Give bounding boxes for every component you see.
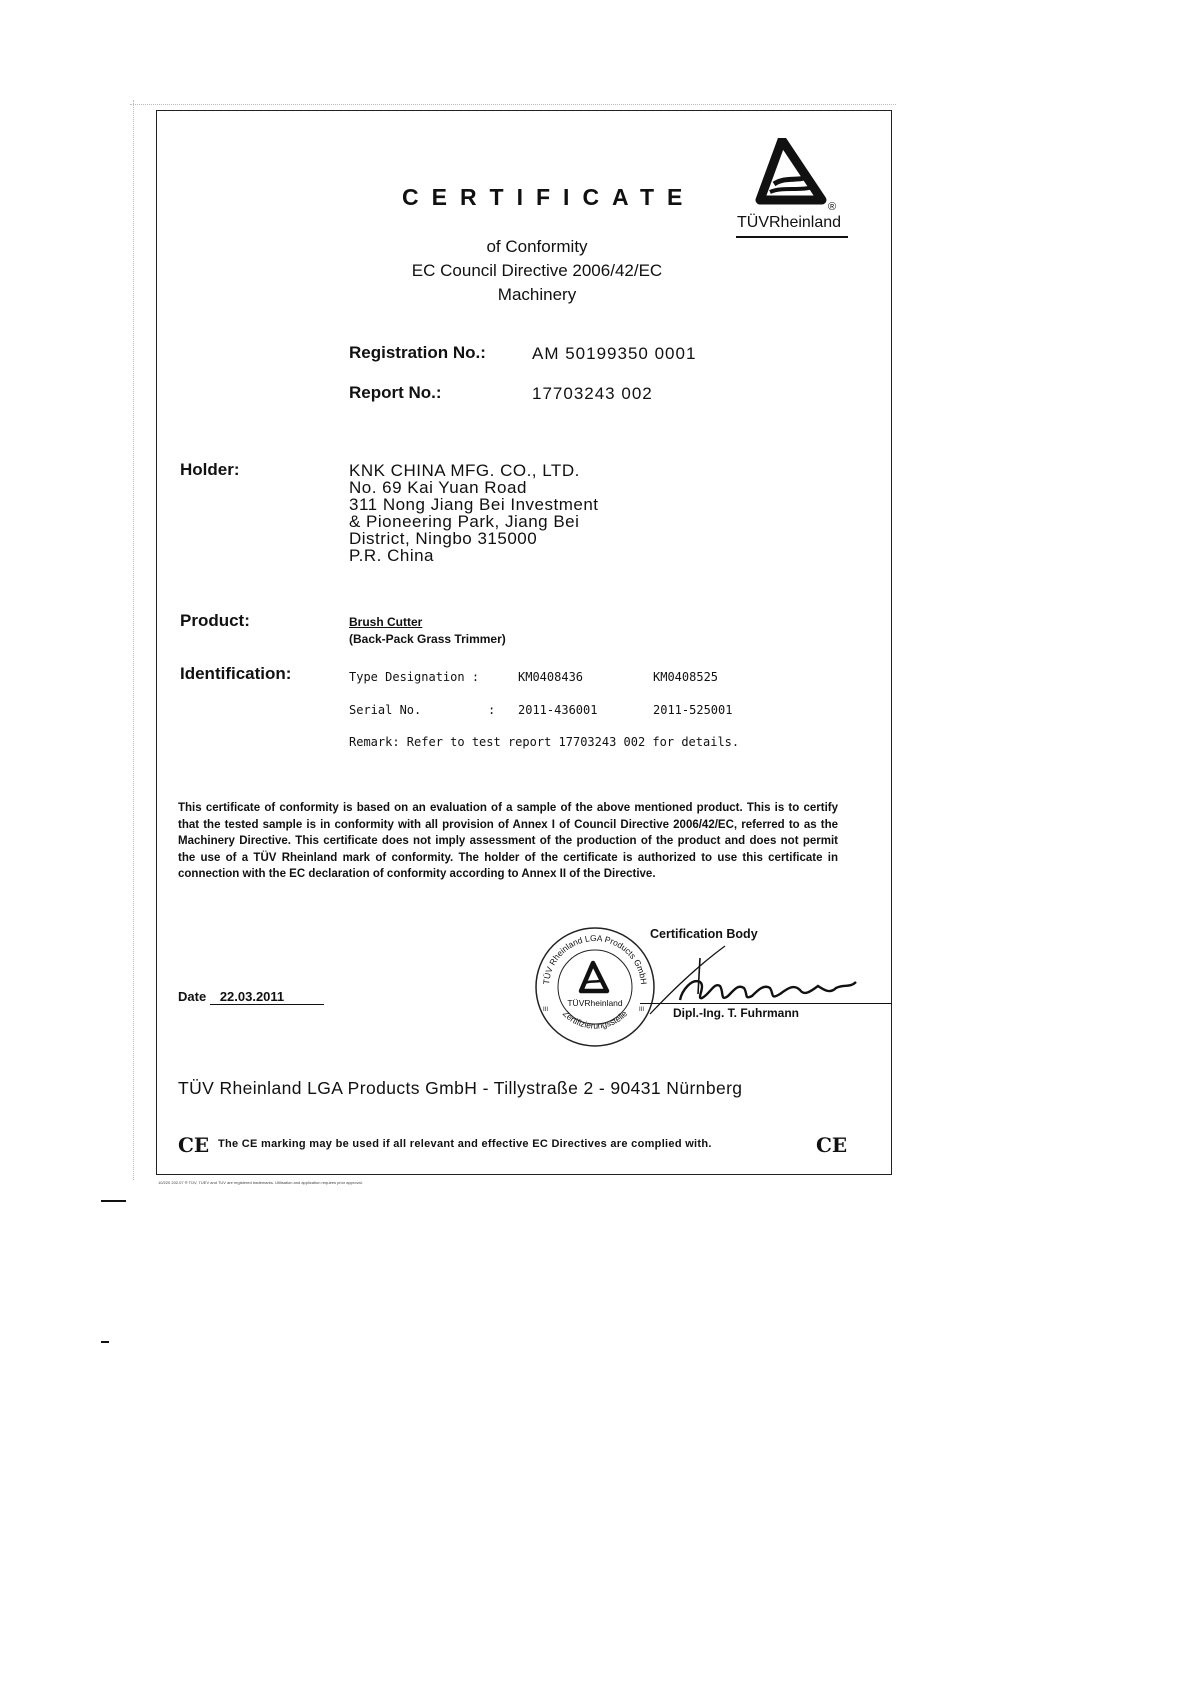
serial-number-1: 2011-436001 — [518, 703, 598, 717]
date-label: Date — [178, 989, 207, 1004]
type-designation-1: KM0408436 — [518, 670, 584, 684]
registration-label: Registration No.: — [349, 343, 486, 362]
remark: Remark: Refer to test report 17703243 002 for details. — [349, 735, 740, 749]
seal-bottom-text: Zertifizierungsstelle — [560, 1008, 630, 1031]
tuv-triangle-icon — [748, 138, 838, 208]
serial-number-2: 2011-525001 — [653, 703, 733, 717]
date-field — [178, 989, 324, 1005]
type-designation-label: Type Designation : — [349, 670, 480, 684]
svg-text:Zertifizierungsstelle — [561, 1008, 629, 1030]
certificate-subtitle-directive: EC Council Directive 2006/42/EC — [411, 261, 663, 280]
logo-underline — [736, 236, 848, 238]
holder-label: Holder: — [180, 460, 240, 479]
seal-top-text: TÜV Rheinland LGA Products GmbH — [541, 932, 649, 985]
seal-icon — [533, 925, 657, 1049]
product-name: Brush Cutter — [349, 615, 423, 629]
registered-mark: ® — [828, 201, 837, 213]
holder-line: District, Ningbo 315000 — [349, 529, 538, 548]
scan-mark — [101, 1341, 109, 1343]
seal-brand: TÜVRheinland — [567, 998, 623, 1008]
holder-line: KNK CHINA MFG. CO., LTD. — [349, 461, 580, 480]
product-label: Product: — [180, 611, 250, 630]
signature-line — [640, 1003, 892, 1004]
certification-seal — [533, 925, 657, 1049]
serial-label: Serial No. — [349, 703, 422, 717]
scan-edge-top — [130, 104, 896, 105]
certificate-statement: This certificate of conformity is based on an evaluation of a sample of the above mentioned product. This is to certify that the tested sample is in conformity with all provision of Annex I of Council Directive 2006/42/EC, referred to as the Machinery Directive. This certificate does not imply assessment of the production of the product and does not permit the use of a TÜV Rheinland mark of conformity. The holder of the certificate is authorized to use this certificate in connection with the EC declaration of conformity according to Annex II of the Directive. — [178, 802, 838, 880]
registration-number: AM 50199350 0001 — [532, 344, 697, 363]
product-description: (Back-Pack Grass Trimmer) — [349, 632, 506, 646]
holder-address — [349, 462, 599, 564]
seal-numeral-left: III — [543, 1007, 549, 1013]
certificate-subtitle-conformity: of Conformity — [486, 237, 588, 256]
ce-mark-right: CE — [816, 1133, 848, 1157]
identification-label: Identification: — [180, 664, 292, 683]
report-label: Report No.: — [349, 383, 442, 402]
scan-mark — [101, 1200, 126, 1202]
certificate-title: CERTIFICATE — [402, 184, 696, 210]
type-designation-2: KM0408525 — [653, 670, 719, 684]
fine-print: 10/220 202.07 ® TÜV, TUEV and TUV are registered trademarks. Utilisation and application requires prior approval. — [158, 1180, 363, 1185]
seal-numeral-right: III — [639, 1007, 645, 1013]
tuv-logo-text: TÜVRheinland — [737, 214, 842, 231]
certificate-subtitle-machinery: Machinery — [497, 285, 577, 304]
holder-line: No. 69 Kai Yuan Road — [349, 478, 527, 497]
scan-edge-left — [133, 100, 134, 1180]
holder-line: 311 Nong Jiang Bei Investment — [349, 495, 599, 514]
ce-mark-left: CE — [178, 1133, 210, 1157]
holder-line: & Pioneering Park, Jiang Bei — [349, 512, 580, 531]
serial-colon: : — [488, 703, 496, 717]
signer-name: Dipl.-Ing. T. Fuhrmann — [673, 1006, 799, 1020]
date-value: 22.03.2011 — [210, 989, 324, 1005]
holder-line: P.R. China — [349, 546, 435, 565]
report-number: 17703243 002 — [532, 384, 653, 403]
certification-body-label: Certification Body — [650, 927, 758, 941]
tuv-logo — [748, 138, 838, 208]
ce-statement: The CE marking may be used if all relevant and effective EC Directives are complied with. — [218, 1138, 712, 1150]
footer-organization: TÜV Rheinland LGA Products GmbH - Tillystraße 2 - 90431 Nürnberg — [178, 1078, 743, 1098]
